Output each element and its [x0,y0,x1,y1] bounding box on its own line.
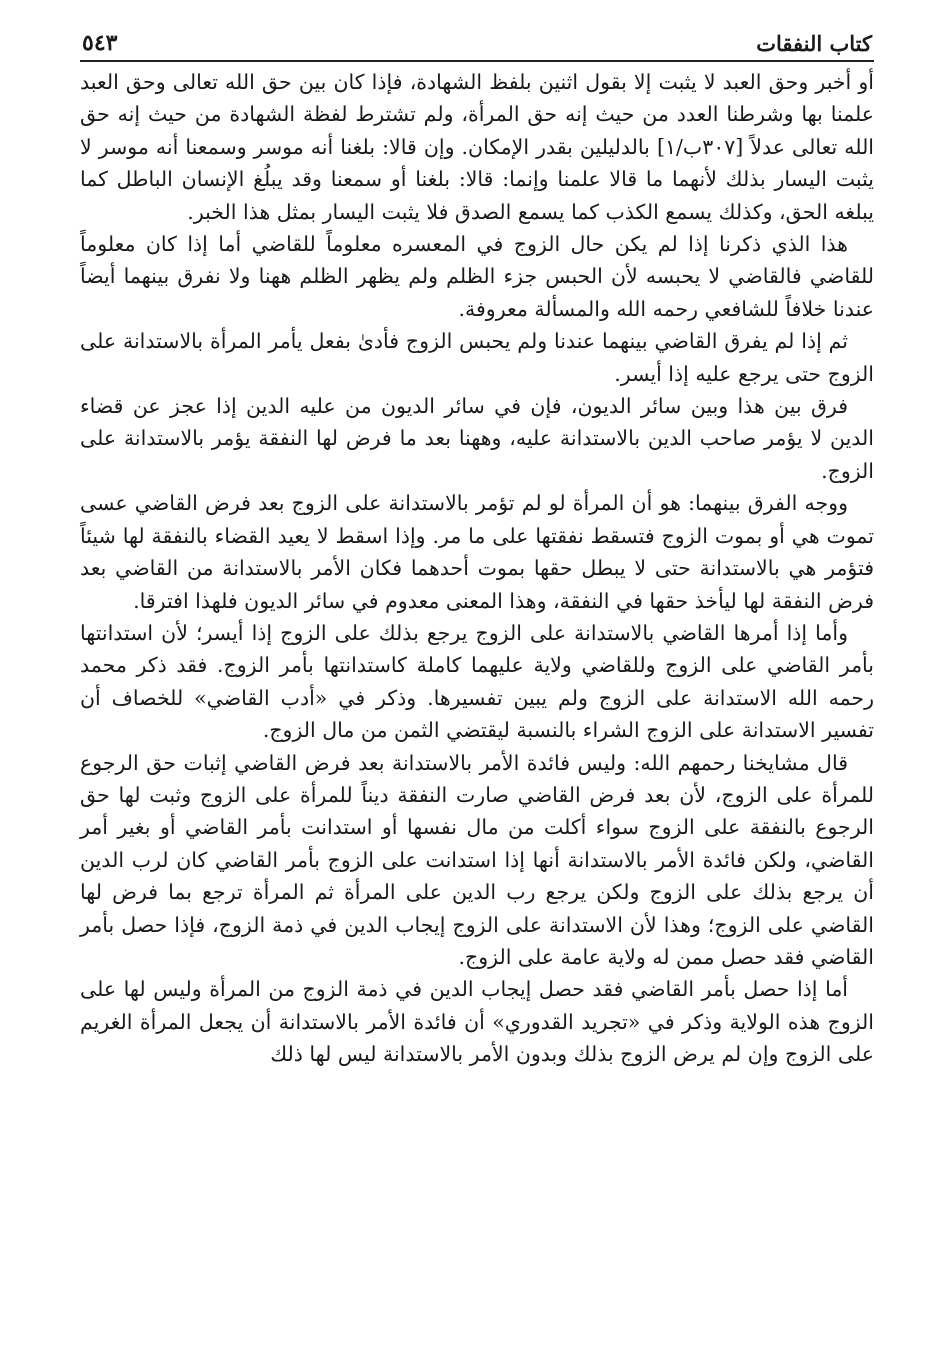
paragraph: وأما إذا أمرها القاضي بالاستدانة على الزوج يرجع بذلك على الزوج إذا أيسر؛ لأن استدانتها بأمر القاضي على الزوج وللقاضي ولاية عليهما كاملة كاستدانتها بأمر الزوج. فقد ذكر محمد رحمه الله الاستدانة على الزوج ولم يبين تفسيرها. وذكر في «أدب القاضي» للخصاف أن تفسير الاستدانة على الزوج الشراء بالنسبة ليقتضي الثمن من مال الزوج. [80,620,874,743]
paragraph: أما إذا حصل بأمر القاضي فقد حصل إيجاب الدين في ذمة الزوج من المرأة وليس لها على الزوج هذه الولاية وذكر في «تجريد القدوري» أن فائدة الأمر بالاستدانة أن يجعل المرأة الغريم على الزوج وإن لم يرض الزوج بذلك وبدون الأمر بالاستدانة ليس لها ذلك [80,977,874,1067]
paragraph: ثم إذا لم يفرق القاضي بينهما عندنا ولم يحبس الزوج فأدىٰ بفعل يأمر المرأة بالاستدانة على الزوج حتى يرجع عليه إذا أيسر. [80,329,874,386]
paragraph: ووجه الفرق بينهما: هو أن المرأة لو لم تؤمر بالاستدانة على الزوج بعد فرض القاضي عسى تموت هي أو بموت الزوج فتسقط نفقتها على ما مر. وإذا اسقط لا يعيد القضاء بالنفقة لها شيئاً فتؤمر هي بالاستدانة حتى لا يبطل حقها بموت أحدهما فكان الأمر بالاستدانة من القاضي بعد فرض النفقة لها ليأخذ حقها في النفقة، وهذا المعنى معدوم في سائر الديون فلهذا افترقا. [80,491,874,613]
paragraph: هذا الذي ذكرنا إذا لم يكن حال الزوج في المعسره معلوماً للقاضي أما إذا كان معلوماً للقاضي فالقاضي لا يحبسه لأن الحبس جزء الظلم ولم يظهر الظلم ههنا ولا نفرق بينهما أيضاً عندنا خلافاً للشافعي رحمه الله والمسألة معروفة. [80,232,874,321]
paragraph: أو أخبر وحق العبد لا يثبت إلا بقول اثنين بلفظ الشهادة، فإذا كان بين حق الله تعالى وحق العبد علمنا بها وشرطنا العدد من حيث إنه حق المرأة، ولم تشترط لفظة الشهادة من حيث إنه حق الله تعالى عدلاً [٣٠٧ب/١] بالدليلين بقدر الإمكان. وإن قالا: بلغنا أنه موسر وسمعنا أنه موسر لا يثبت اليسار بذلك لأنهما ما قالا علمنا وإنما: قالا: بلغنا أو سمعنا وقد يبلُغ الإنسان الباطل كما يبلغه الحق، وكذلك يسمع الكذب كما يسمع الصدق فلا يثبت اليسار بمثل هذا الخبر. [80,70,875,224]
running-title: كتاب النفقات [756,31,872,56]
paragraph: قال مشايخنا رحمهم الله: وليس فائدة الأمر بالاستدانة بعد فرض القاضي إثبات حق الرجوع للمرأة على الزوج، لأن بعد فرض القاضي صارت النفقة ديناً للمرأة على الزوج وثبت لها حق الرجوع بالنفقة على الزوج سواء أكلت من مال نفسها أو استدانت بأمر القاضي أو بغير أمر القاضي، ولكن فائدة الأمر بالاستدانة أنها إذا استدانت على الزوج بأمر القاضي كان لرب الدين أن يرجع بذلك على الزوج ولكن يرجع رب الدين على المرأة ثم المرأة ترجع بما فرض لها القاضي على الزوج؛ وهذا لأن الاستدانة على الزوج إيجاب الدين في ذمة الزوج، فإذا حصل بأمر القاضي فقد حصل ممن له ولاية عامة على الزوج. [80,750,874,969]
page-number: ٥٤٣ [82,30,118,56]
page-header [80,20,874,60]
book-page [80,20,874,1340]
page-body [80,66,874,1071]
header-divider [80,60,874,62]
paragraph: فرق بين هذا وبين سائر الديون، فإن في سائر الديون من عليه الدين إذا عجز عن قضاء الدين لا يؤمر صاحب الدين بالاستدانة عليه، وههنا بعد ما فرض لها النفقة يؤمر بالاستدانة على الزوج. [80,394,874,483]
